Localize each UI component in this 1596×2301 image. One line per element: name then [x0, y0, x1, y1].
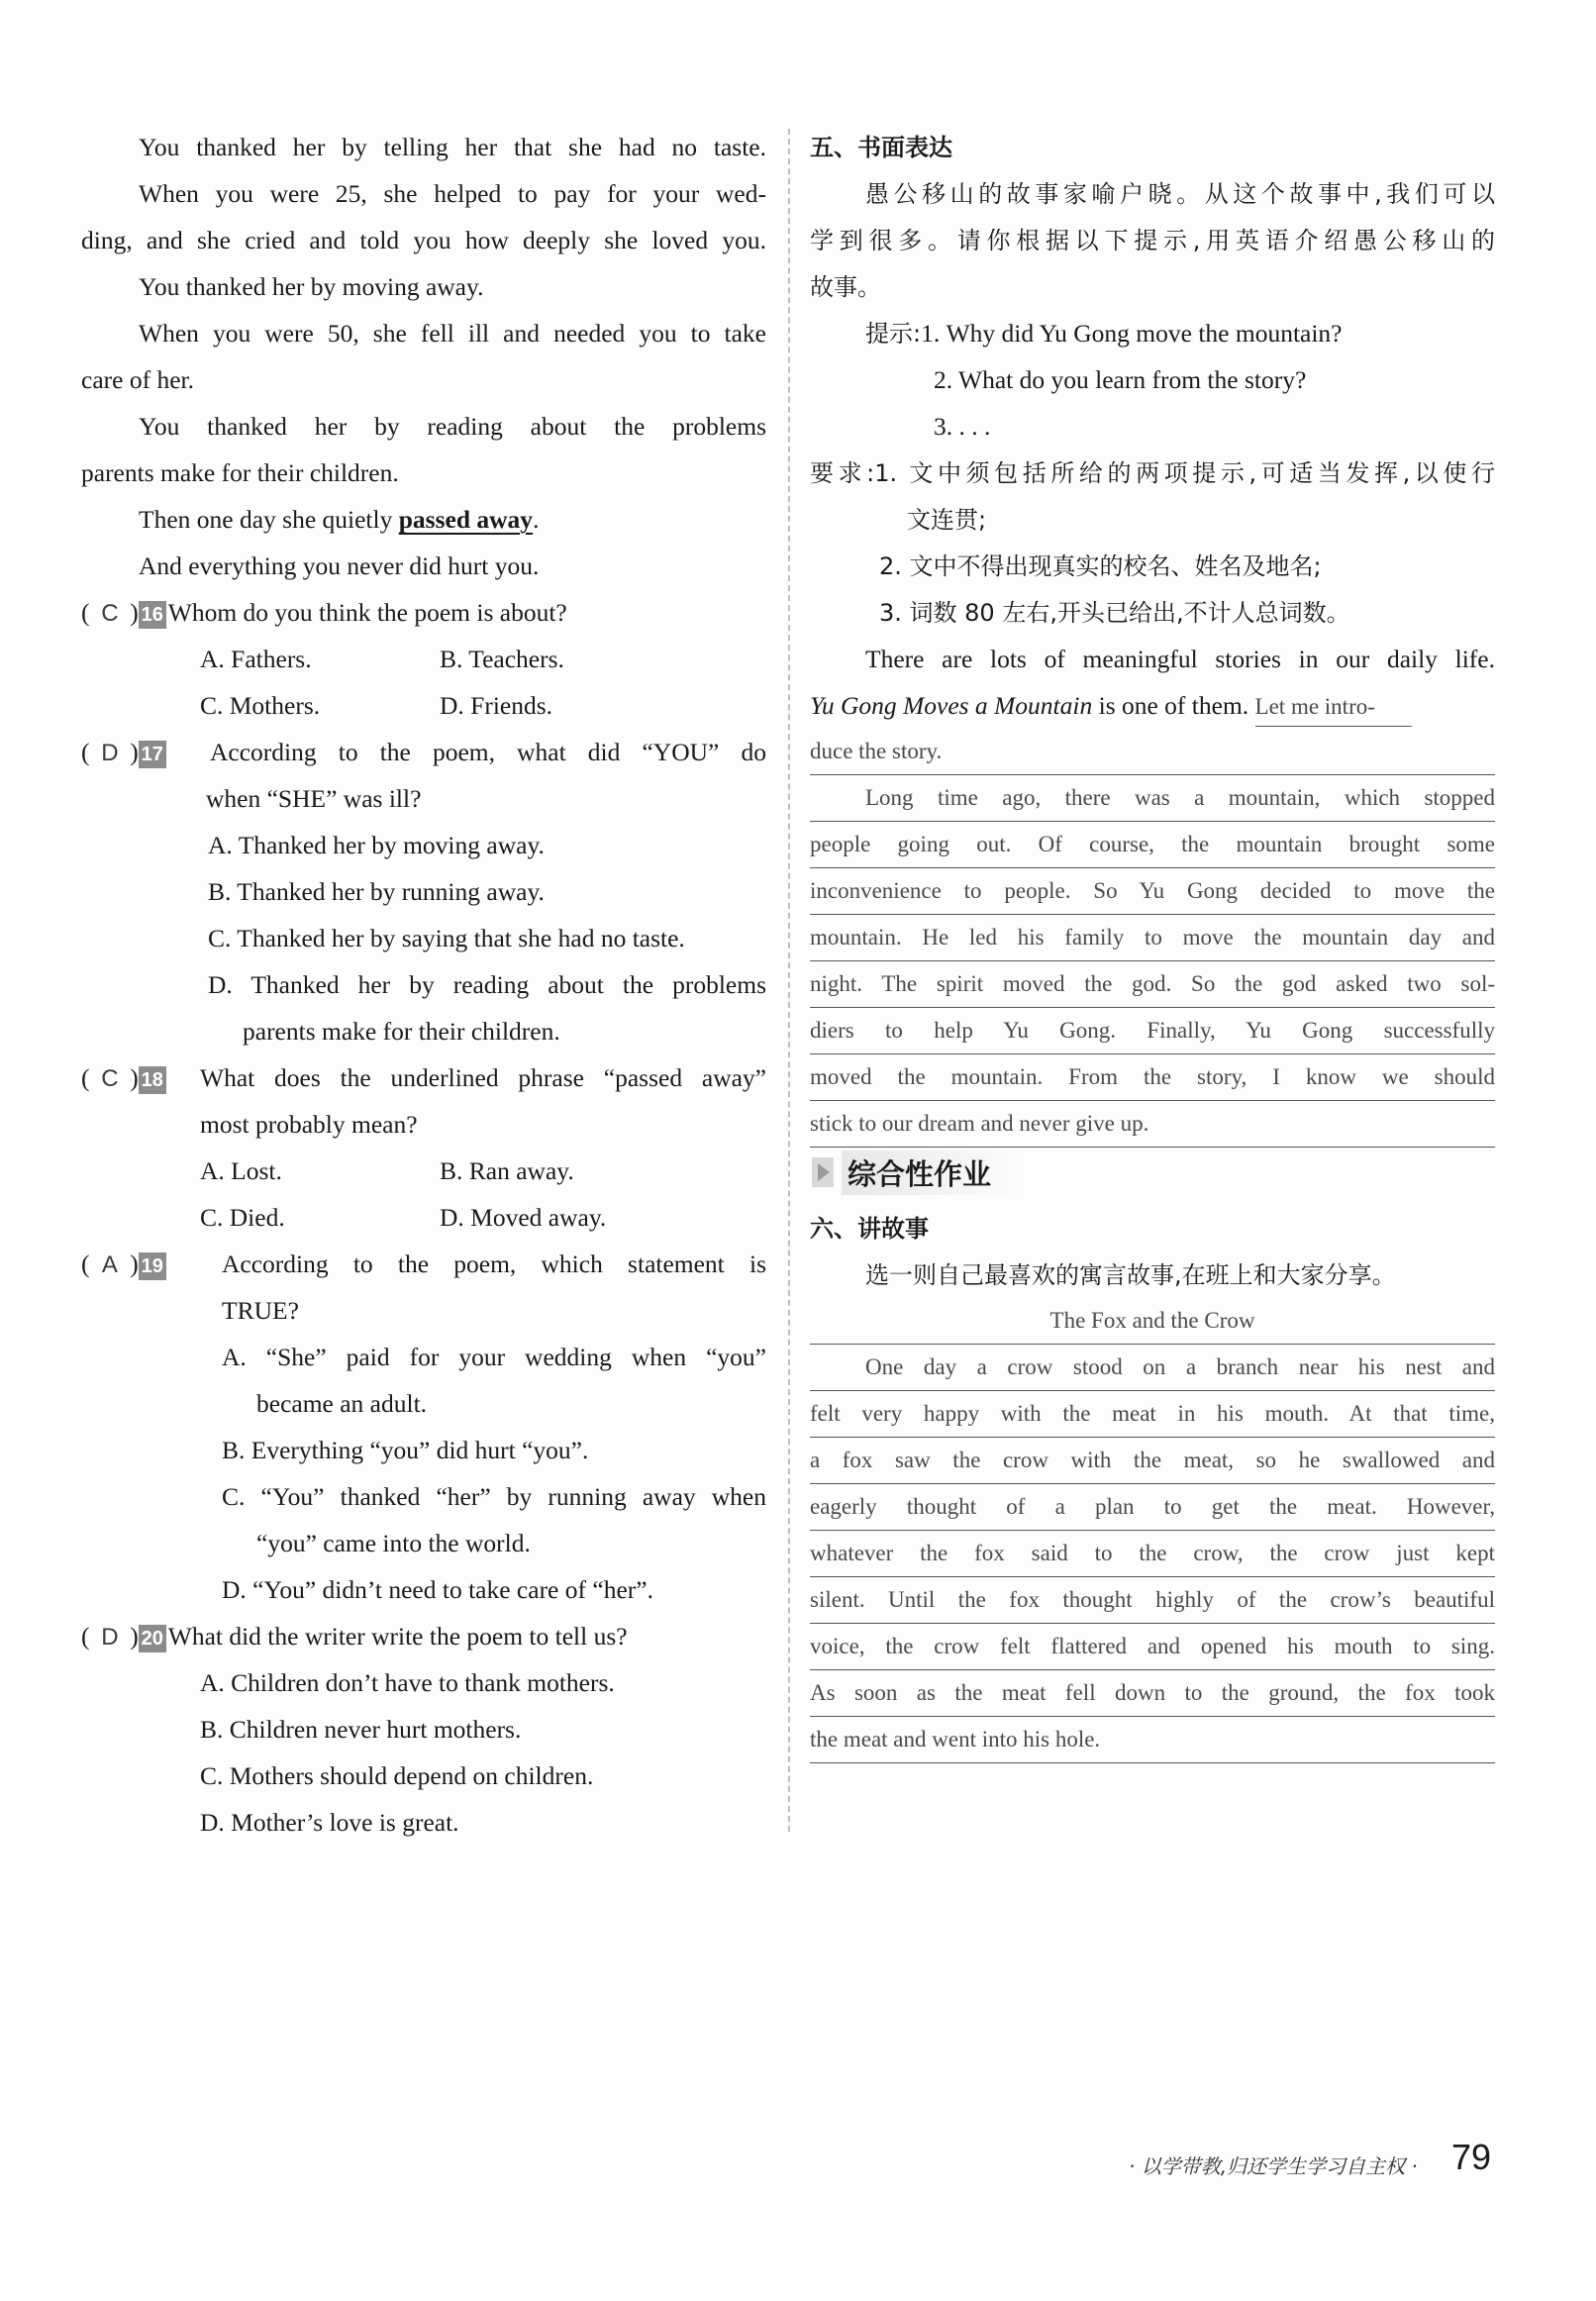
- footer-motto: · 以学带教,归还学生学习自主权 ·: [1129, 2154, 1418, 2178]
- story-line: a fox saw the crow with the meat, so he swallowed and: [810, 1439, 1495, 1484]
- option: A. Lost.: [200, 1156, 282, 1185]
- option: A. Fathers.: [200, 645, 312, 673]
- story-line: voice, the crow felt flattered and opened his mouth to sing.: [810, 1625, 1495, 1670]
- answer-line: moved the mountain. From the story, I know we should: [810, 1055, 1495, 1101]
- passed-line-before: Then one day she quietly: [139, 505, 399, 534]
- writing-opening-2: [810, 683, 1495, 729]
- answer-20: D: [101, 1624, 119, 1651]
- question-stem: What does the underlined phrase “passed away”: [200, 1063, 766, 1092]
- poem-line: When you were 50, she fell ill and needed you to take: [139, 319, 766, 348]
- question-16: ( C ) 16 Whom do you think the poem is about?: [81, 590, 766, 636]
- answer-line: diers to help Yu Gong. Finally, Yu Gong successfully: [810, 1009, 1495, 1054]
- story-heading: 六、讲故事: [810, 1215, 929, 1243]
- answer-16: C: [101, 600, 119, 627]
- option: D. “You” didn’t need to take care of “her”.: [222, 1575, 653, 1604]
- option: B. Teachers.: [440, 645, 564, 673]
- writing-intro: 愚公移山的故事家喻户晓。从这个故事中,我们可以: [865, 180, 1495, 208]
- question-number-18: 18: [139, 1066, 166, 1094]
- poem-line: [81, 497, 766, 543]
- section-banner: [812, 1149, 1059, 1196]
- story-line: the meat and went into his hole.: [810, 1718, 1495, 1763]
- poem-line: ding, and she cried and told you how deeply she loved you.: [81, 226, 766, 254]
- column-divider: [788, 129, 790, 1832]
- requirement-text: 1. 文中须包括所给的两项提示,可适当发挥,以使行: [874, 459, 1495, 487]
- passed-away-phrase: passed away: [398, 505, 534, 534]
- question-number-20: 20: [139, 1625, 166, 1652]
- requirement-line: [810, 450, 1495, 496]
- question-17: ( D ) 17: [81, 730, 766, 775]
- question-18: ( C ) 18: [81, 1055, 766, 1101]
- option: C. “You” thanked “her” by running away when: [222, 1482, 766, 1511]
- page-number: 79: [1451, 2137, 1492, 2177]
- question-number-17: 17: [139, 741, 166, 768]
- question-stem: Whom do you think the poem is about?: [167, 598, 567, 627]
- option: B. Everything “you” did hurt “you”.: [222, 1436, 589, 1464]
- opening-text: is one of them.: [1092, 691, 1255, 720]
- question-stem: What did the writer write the poem to tell us?: [167, 1622, 628, 1651]
- poem-line: And everything you never did hurt you.: [139, 551, 540, 580]
- hint-label: 提示:: [865, 320, 922, 348]
- option: A. Children don’t have to thank mothers.: [200, 1668, 615, 1697]
- poem-line: parents make for their children.: [81, 458, 399, 487]
- option: B. Children never hurt mothers.: [200, 1715, 522, 1744]
- hint-line: [810, 311, 1495, 356]
- answer-17: D: [101, 740, 119, 766]
- question-20: ( D ) 20 What did the writer write the poem to tell us?: [81, 1614, 766, 1659]
- answer-18: C: [101, 1065, 119, 1092]
- story-line: As soon as the meat fell down to the ground, the fox took: [810, 1671, 1495, 1717]
- answer-line: stick to our dream and never give up.: [810, 1102, 1495, 1148]
- option: A. Thanked her by moving away.: [208, 831, 545, 859]
- requirement-line: 文连贯;: [907, 506, 987, 534]
- option: C. Died.: [200, 1203, 285, 1232]
- story-title-italic: Yu Gong Moves a Mountain: [810, 691, 1093, 720]
- option: D. Friends.: [440, 691, 553, 720]
- story-line: eagerly thought of a plan to get the meat. However,: [810, 1485, 1495, 1531]
- handwritten-start: Let me intro-: [1255, 688, 1412, 727]
- question-stem: TRUE?: [222, 1296, 299, 1325]
- writing-heading: 五、书面表达: [810, 134, 952, 161]
- answer-line: inconvenience to people. So Yu Gong decided to move the: [810, 869, 1495, 915]
- writing-intro: 故事。: [810, 273, 881, 301]
- answer-line: people going out. Of course, the mountain brought some: [810, 823, 1495, 868]
- option: C. Mothers should depend on children.: [200, 1761, 594, 1790]
- question-number-19: 19: [139, 1252, 166, 1280]
- answer-line: Long time ago, there was a mountain, which stopped: [810, 776, 1495, 822]
- story-line: felt very happy with the meat in his mouth. At that time,: [810, 1392, 1495, 1438]
- poem-line: You thanked her by reading about the problems: [139, 412, 766, 441]
- poem-line: You thanked her by moving away.: [139, 272, 484, 301]
- answer-19: A: [101, 1251, 118, 1278]
- option: C. Thanked her by saying that she had no taste.: [208, 924, 685, 952]
- hint-line: 2. What do you learn from the story?: [934, 365, 1307, 394]
- story-instruction: 选一则自己最喜欢的寓言故事,在班上和大家分享。: [865, 1261, 1396, 1289]
- story-line: silent. Until the fox thought highly of the crow’s beautiful: [810, 1578, 1495, 1624]
- hint-text: 1. Why did Yu Gong move the mountain?: [921, 319, 1343, 348]
- question-stem: According to the poem, what did “YOU” do: [210, 738, 766, 766]
- poem-line: You thanked her by telling her that she had no taste.: [139, 133, 766, 161]
- question-stem: when “SHE” was ill?: [206, 784, 422, 813]
- poem-line: care of her.: [81, 365, 194, 394]
- requirement-line: 2. 文中不得出现真实的校名、姓名及地名;: [879, 552, 1322, 580]
- story-line: whatever the fox said to the crow, the crow just kept: [810, 1532, 1495, 1577]
- hint-line: 3. . . .: [934, 412, 991, 441]
- arrow-icon: [812, 1157, 834, 1187]
- option: D. Mother’s love is great.: [200, 1808, 459, 1837]
- requirement-line: 3. 词数 80 左右,开头已给出,不计人总词数。: [879, 599, 1350, 627]
- option: “you” came into the world.: [256, 1529, 531, 1557]
- section-banner-title: 综合性作业: [842, 1150, 1021, 1195]
- option: D. Moved away.: [440, 1203, 607, 1232]
- story-line: One day a crow stood on a branch near his nest and: [810, 1346, 1495, 1391]
- answer-line: duce the story.: [810, 730, 1495, 775]
- option: D. Thanked her by reading about the problems: [208, 970, 766, 999]
- option: C. Mothers.: [200, 691, 321, 720]
- answer-line: mountain. He led his family to move the mountain day and: [810, 916, 1495, 961]
- option: B. Thanked her by running away.: [208, 877, 545, 906]
- story-title: The Fox and the Crow: [810, 1299, 1495, 1345]
- question-number-16: 16: [139, 601, 166, 629]
- writing-intro: 学到很多。请你根据以下提示,用英语介绍愚公移山的: [810, 227, 1495, 254]
- requirement-label: 要求:: [810, 459, 875, 487]
- writing-opening: There are lots of meaningful stories in our daily life.: [865, 645, 1495, 673]
- option: parents make for their children.: [243, 1017, 560, 1046]
- option: became an adult.: [256, 1389, 428, 1418]
- option: A. “She” paid for your wedding when “you”: [222, 1343, 766, 1371]
- passed-line-after: .: [533, 505, 540, 534]
- question-stem: According to the poem, which statement is: [222, 1250, 766, 1278]
- question-stem: most probably mean?: [200, 1110, 418, 1139]
- answer-line: night. The spirit moved the god. So the god asked two sol-: [810, 962, 1495, 1008]
- question-19: ( A ) 19: [81, 1242, 766, 1287]
- option: B. Ran away.: [440, 1156, 574, 1185]
- poem-line: When you were 25, she helped to pay for your wed-: [139, 179, 766, 208]
